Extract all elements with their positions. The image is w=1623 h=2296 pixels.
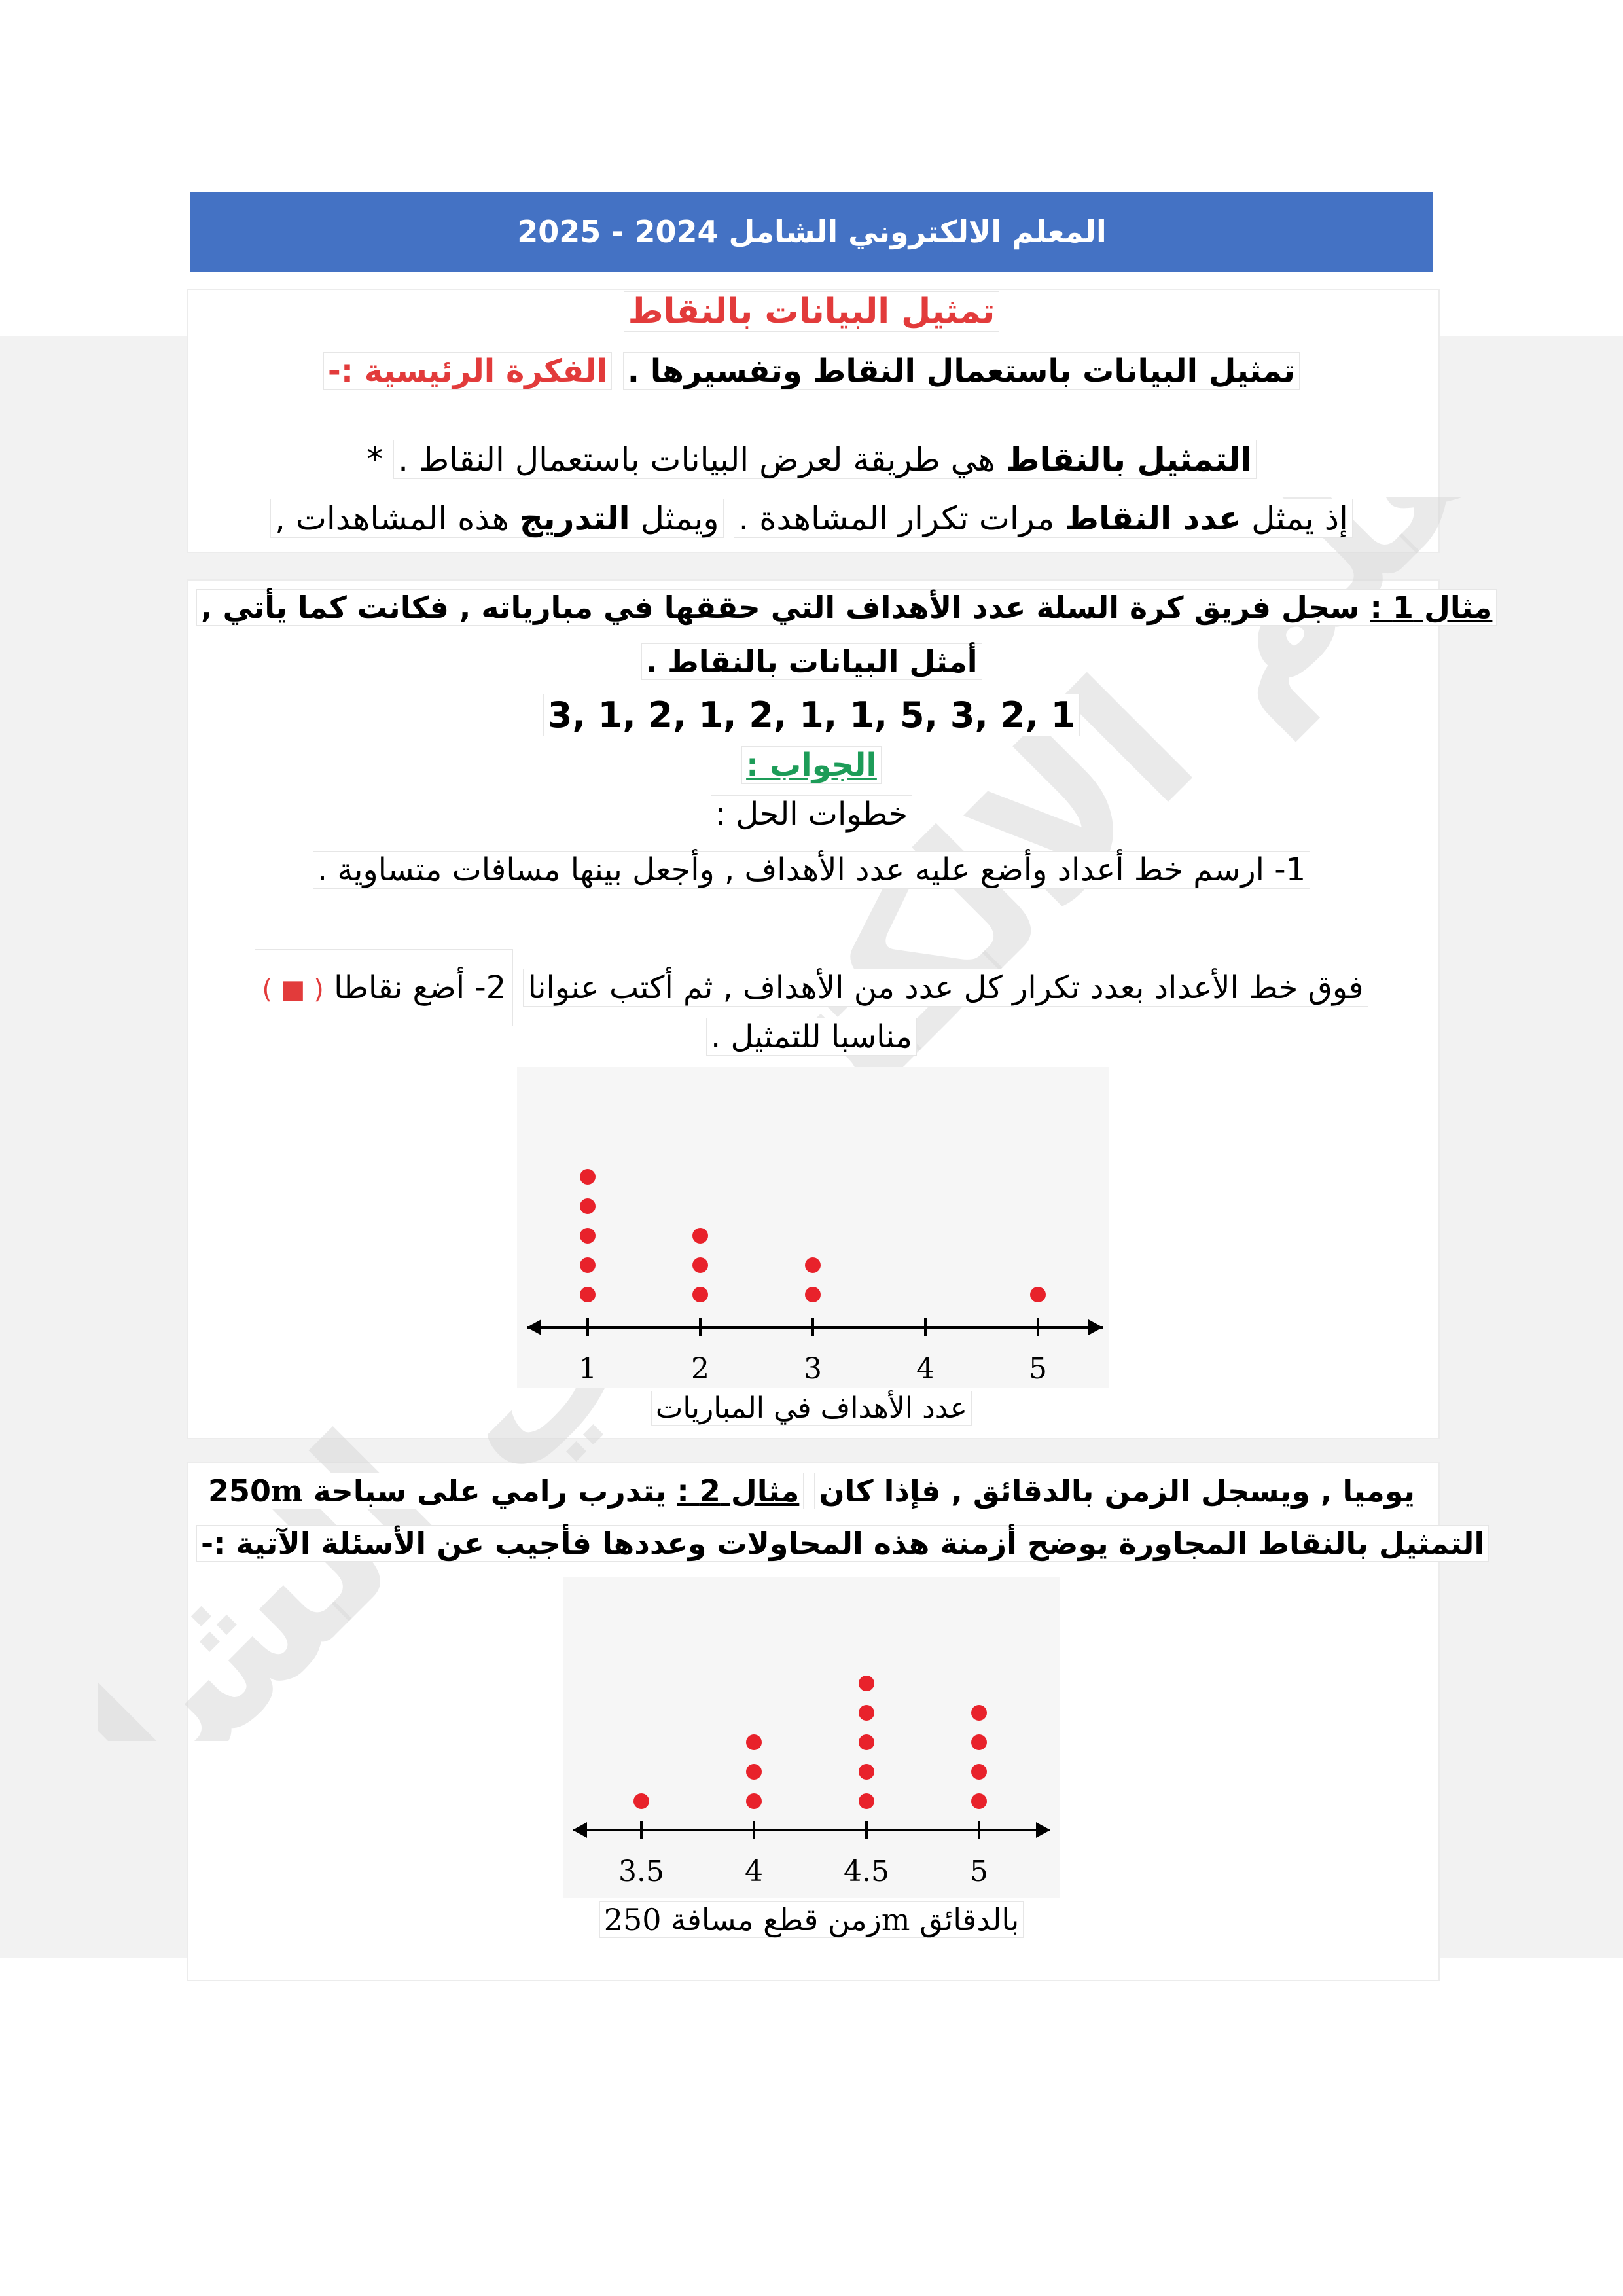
definition-star: * <box>366 440 383 478</box>
tick-label: 5 <box>1029 1352 1047 1386</box>
data-dot <box>692 1257 708 1273</box>
example2-label: مثال 2 : <box>677 1473 800 1509</box>
data-dot <box>692 1287 708 1302</box>
definition-term: التمثيل بالنقاط <box>1005 440 1252 478</box>
dot-count-term: عدد النقاط <box>1065 499 1241 537</box>
main-idea-text: تمثيل البيانات باستعمال النقاط وتفسيرها . <box>623 352 1300 390</box>
example1-data: 3, 1, 2, 1, 2, 1, 1, 5, 3, 2, 1 <box>543 694 1080 736</box>
data-dot <box>859 1793 874 1809</box>
scale-text-c: هذه المشاهدات , <box>275 499 509 537</box>
step2-text-c: فوق خط الأعداد بعدد تكرار كل عدد من الأهداف , ثم أكتب عنوانا <box>523 969 1368 1007</box>
data-dot <box>859 1734 874 1750</box>
data-dot <box>580 1287 596 1302</box>
data-dot <box>859 1764 874 1780</box>
data-dot <box>971 1764 987 1780</box>
watermark-text: الشامل <box>98 1391 483 1741</box>
chart2-xlabel-c: زمن قطع مسافة <box>671 1902 882 1937</box>
data-dot <box>971 1793 987 1809</box>
scale-text-a: ويمثل <box>640 499 719 537</box>
data-dot <box>580 1169 596 1185</box>
dot-plot-goals <box>517 1067 1109 1388</box>
step2-dot-symbol: ( ■ ) <box>262 975 324 1005</box>
step2-text-a: 2- أضع نقاطا <box>334 969 507 1006</box>
chart1-xlabel: عدد الأهداف في المباريات <box>651 1391 972 1426</box>
arrow-left-icon <box>573 1822 587 1838</box>
data-dot <box>971 1705 987 1721</box>
dot-plot-times <box>563 1577 1060 1898</box>
data-dot <box>633 1793 649 1809</box>
scale-term: التدريج <box>519 499 630 537</box>
arrow-left-icon <box>527 1319 541 1335</box>
example1-label: مثال 1 : <box>1370 590 1493 625</box>
steps-title: خطوات الحل : <box>711 795 912 833</box>
example2-text1-b: يوميا , ويسجل الزمن بالدقائق , فإذا كان <box>814 1473 1419 1509</box>
tick-label: 4 <box>745 1855 763 1888</box>
data-dot <box>746 1734 762 1750</box>
data-dot <box>805 1287 821 1302</box>
chart2-xlabel-a: بالدقائق <box>919 1902 1020 1937</box>
step1-text: 1- ارسم خط أعداد وأضع عليه عدد الأهداف , وأجعل بينها مسافات متساوية . <box>313 851 1310 889</box>
page-header-title: المعلم الالكتروني الشامل 2024 - 2025 <box>190 192 1433 272</box>
data-dot <box>1030 1287 1046 1302</box>
tick-label: 5 <box>970 1855 988 1888</box>
example2-text1-a: يتدرب رامي على سباحة 250 <box>207 1473 667 1509</box>
example1-text2: أمثل البيانات بالنقاط . <box>641 643 982 680</box>
data-dot <box>746 1764 762 1780</box>
data-dot <box>580 1228 596 1244</box>
example2-text2: التمثيل بالنقاط المجاورة يوضح أزمنة هذه المحاولات وعددها فأجيب عن الأسئلة الآتية :- <box>196 1525 1489 1562</box>
step2-text-d: مناسبا للتمثيل . <box>706 1018 917 1056</box>
chart2-xlabel-d: 250 <box>603 1902 662 1937</box>
data-dot <box>692 1228 708 1244</box>
definition-text: هي طريقة لعرض البيانات باستعمال النقاط . <box>398 440 995 478</box>
answer-label: الجواب : <box>741 746 882 784</box>
example1-text1: سجل فريق كرة السلة عدد الأهداف التي حققها في مبارياته , فكانت كما يأتي , <box>201 590 1360 625</box>
data-dot <box>580 1257 596 1273</box>
tick-label: 2 <box>691 1352 709 1386</box>
tick-label: 4.5 <box>844 1855 889 1888</box>
tick-label: 1 <box>579 1352 597 1386</box>
tick-label: 4 <box>916 1352 935 1386</box>
tick-label: 3.5 <box>618 1855 664 1888</box>
chart2-xlabel-b: m <box>881 1902 910 1937</box>
arrow-right-icon <box>1036 1822 1050 1838</box>
lesson-title: تمثيل البيانات بالنقاط <box>624 291 1000 332</box>
main-idea-label: الفكرة الرئيسية :- <box>323 352 612 390</box>
data-dot <box>971 1734 987 1750</box>
data-dot <box>859 1676 874 1691</box>
tick-label: 3 <box>804 1352 822 1386</box>
scale-text-d: إذ يمثل <box>1251 499 1348 537</box>
example2-unit: m <box>270 1473 303 1509</box>
scale-text-f: مرات تكرار المشاهدة . <box>738 499 1055 537</box>
data-dot <box>859 1705 874 1721</box>
arrow-right-icon <box>1088 1319 1103 1335</box>
data-dot <box>805 1257 821 1273</box>
data-dot <box>746 1793 762 1809</box>
data-dot <box>580 1198 596 1214</box>
